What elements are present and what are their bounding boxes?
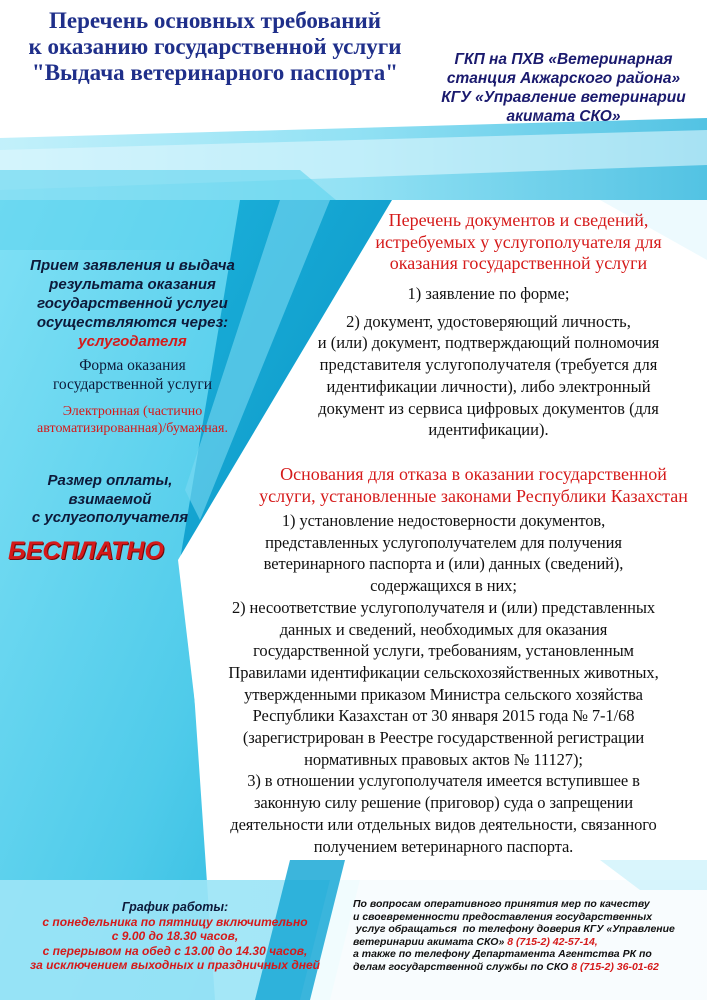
contacts-line <box>353 936 707 949</box>
contacts-line: По вопросам оперативного принятия мер по качеству <box>353 898 650 910</box>
service-channel-line: государственной услуги <box>37 295 228 312</box>
refusal-heading <box>240 464 707 507</box>
refusal-line: 2) несоответствие услугополучателя и (или) представленных <box>231 597 655 617</box>
refusal-line: нормативных правовых актов № 11127); <box>304 749 583 769</box>
page-title <box>0 8 430 86</box>
schedule-line: за исключением выходных и праздничных дней <box>30 958 320 972</box>
organization-block <box>420 50 707 126</box>
documents-line: идентификации личности), либо электронный <box>326 376 651 396</box>
organization-line: акимата СКО» <box>506 108 621 125</box>
contacts-line: и своевременности предоставления государственных <box>353 910 653 923</box>
refusal-line: государственной услуги, требованиям, установленным <box>253 641 634 661</box>
payment-line: Размер оплаты, <box>47 472 173 489</box>
contacts-line: услуг обращаться по телефону доверия КГУ «Управление <box>353 923 675 936</box>
contacts-line: а также по телефону Департамента Агентства РК по <box>353 948 652 961</box>
service-channel-line: Прием заявления и выдача <box>30 257 235 274</box>
refusal-line: утвержденными приказом Министра сельского хозяйства <box>244 684 643 704</box>
contacts-line-text: ветеринарии акимата СКО» <box>353 935 508 948</box>
documents-heading-line: оказания государственной услуги <box>389 253 648 273</box>
contacts-line <box>353 961 707 974</box>
schedule-line: с понедельника по пятницу включительно <box>42 914 308 929</box>
title-line: к оказанию государственной услуги <box>28 34 402 59</box>
refusal-line: Республики Казахстан от 30 января 2015 года № 7-1/68 <box>252 706 635 726</box>
documents-line: документ из сервиса цифровых документов (для <box>318 398 659 418</box>
service-form-block <box>0 356 265 437</box>
documents-heading-line: истребуемых у услугополучателя для <box>375 231 662 252</box>
contacts-block <box>353 898 707 974</box>
refusal-line: получением ветеринарного паспорта. <box>313 836 574 856</box>
refusal-line: представленных услугополучателем для получения <box>265 532 622 552</box>
service-form-value: автоматизированная)/бумажная. <box>37 421 228 436</box>
refusal-line: данных и сведений, необходимых для оказания <box>279 619 608 639</box>
schedule-line: с 9.00 до 18.30 часов, <box>111 929 239 943</box>
refusal-line: 1) установление недостоверности документов, <box>281 511 606 530</box>
trust-phone: 8 (715-2) 42-57-14, <box>507 935 598 948</box>
documents-heading <box>330 210 707 275</box>
service-form-line: Форма оказания <box>79 357 186 374</box>
schedule-heading: График работы: <box>121 900 229 914</box>
schedule-block <box>0 900 350 973</box>
organization-line: станция Акжарского района» <box>446 70 681 87</box>
service-form-value: Электронная (частично <box>62 404 203 419</box>
refusal-line: Правилами идентификации сельскохозяйственных животных, <box>228 662 659 682</box>
documents-heading-line: Перечень документов и сведений, <box>388 210 649 230</box>
refusal-heading-line: услуги, установленные законами Республики Казахстан <box>259 485 688 506</box>
payment-line: с услугополучателя <box>31 509 189 526</box>
documents-line: представителя услугополучателя (требуется для <box>319 355 658 375</box>
refusal-heading-line: Основания для отказа в оказании государственной <box>280 464 667 484</box>
documents-line: 1) заявление по форме; <box>407 284 570 303</box>
contacts-line-text: делам государственной службы по СКО <box>353 960 572 973</box>
schedule-line: с перерывом на обед с 13.00 до 14.30 часов, <box>42 943 308 958</box>
title-line: "Выдача ветеринарного паспорта" <box>31 60 399 85</box>
documents-line: 2) документ, удостоверяющий личность, <box>346 311 631 331</box>
payment-value: БЕСПЛАТНО <box>8 537 164 565</box>
refusal-line: законную силу решение (приговор) суда о запрещении <box>254 793 633 813</box>
title-line: Перечень основных требований <box>48 8 382 33</box>
service-channel-line: результата оказания <box>49 276 216 293</box>
refusal-line: деятельности или отдельных видов деятельности, связанного <box>230 814 657 834</box>
agency-phone: 8 (715-2) 36-01-62 <box>571 960 659 973</box>
documents-list <box>270 283 707 441</box>
documents-line: и (или) документ, подтверждающий полномочия <box>317 333 660 353</box>
organization-line: КГУ «Управление ветеринарии <box>441 89 686 106</box>
refusal-line: 3) в отношении услугополучателя имеется вступившее в <box>247 771 640 791</box>
refusal-line: (зарегистрирован в Реестре государственной регистрации <box>242 728 645 748</box>
payment-line: взимаемой <box>68 490 152 508</box>
refusal-line: ветеринарного паспорта и (или) данных (сведений), <box>263 554 624 574</box>
refusal-line: содержащихся в них; <box>370 576 517 596</box>
service-channel-line: осуществляются через: <box>36 314 229 331</box>
service-form-line: государственной услуги <box>52 376 213 393</box>
refusal-list <box>180 510 707 857</box>
service-channel-value: услугодателя <box>78 333 187 350</box>
service-channel-block <box>0 256 265 351</box>
organization-line: ГКП на ПХВ «Ветеринарная <box>454 51 673 68</box>
documents-line: идентификации). <box>428 420 549 440</box>
